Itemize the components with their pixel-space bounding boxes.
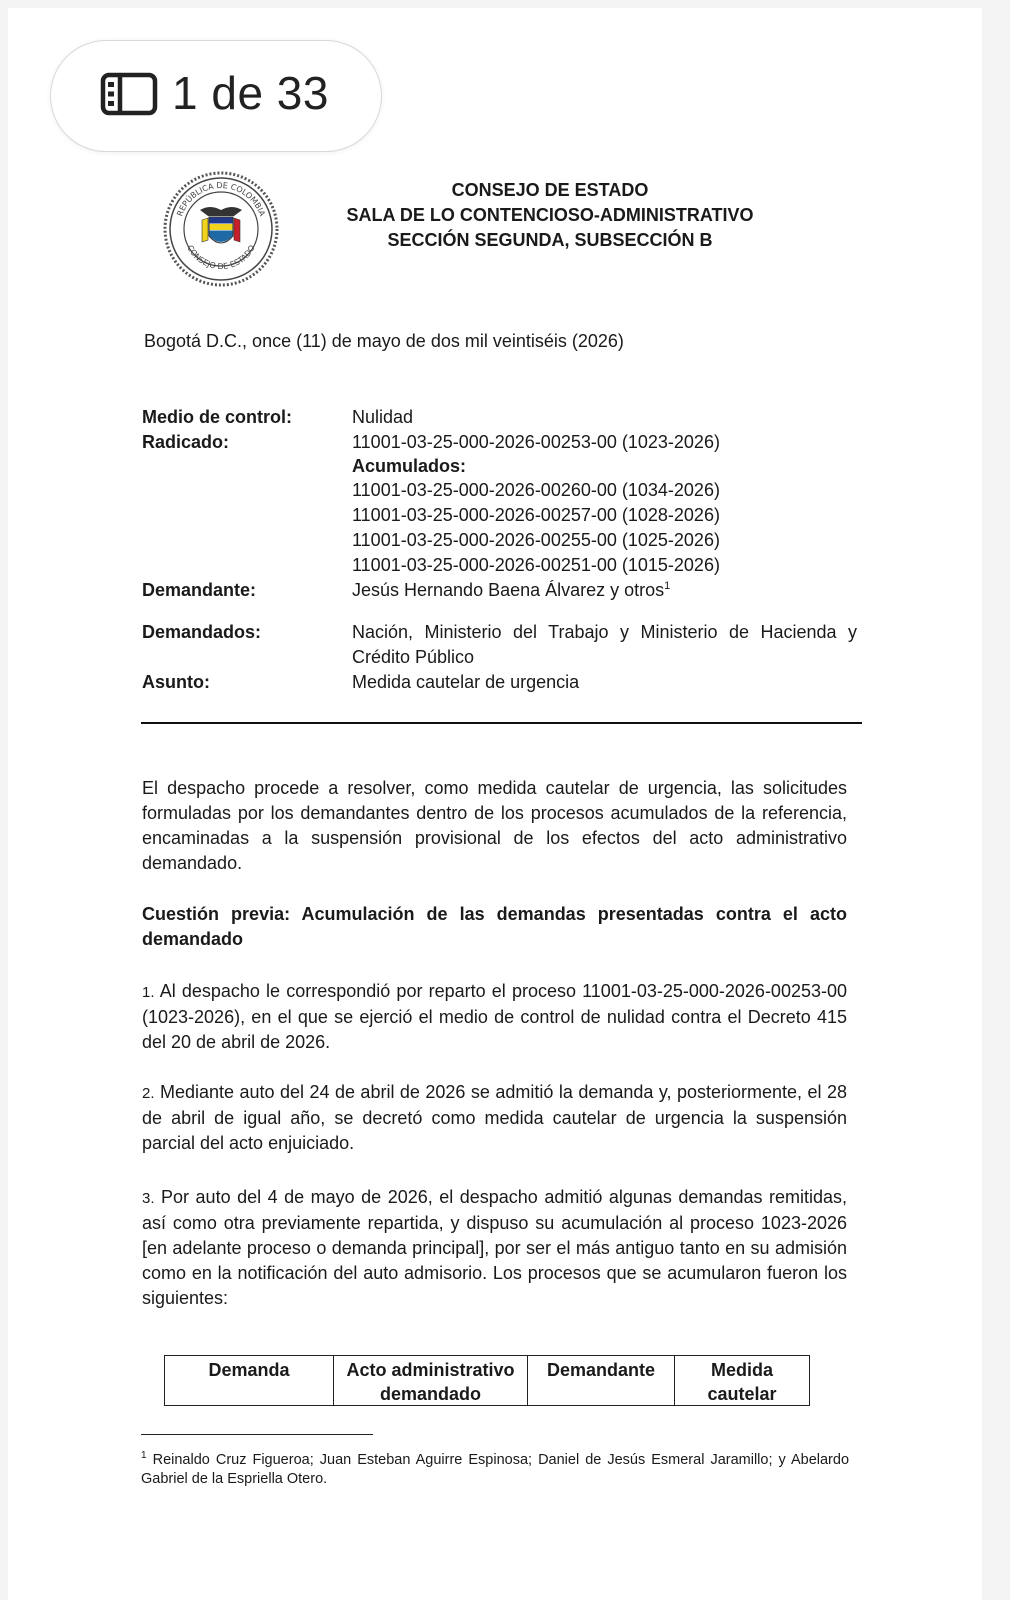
intro-paragraph: El despacho procede a resolver, como medida cautelar de urgencia, las solicitudes formuladas por los demandantes dentro de los procesos acumulados de la referencia, encaminadas a la suspensión provisional de los efectos del acto administrativo demandado. — [142, 778, 847, 873]
acumulado-item: 11001-03-25-000-2026-00255-00 (1025-2026) — [352, 530, 720, 550]
footnote-separator — [141, 1434, 373, 1435]
footnote-ref[interactable]: 1 — [664, 580, 671, 592]
footnote-mark: 1 — [141, 1450, 147, 1461]
medio-label: Medio de control: — [142, 407, 292, 427]
demandante-value: Jesús Hernando Baena Álvarez y otros$^1$ — [352, 580, 671, 600]
svg-text:CONSEJO DE ESTADO: CONSEJO DE ESTADO — [185, 243, 257, 272]
acumulado-item: 11001-03-25-000-2026-00257-00 (1028-2026) — [352, 505, 720, 525]
court-section: SECCIÓN SEGUNDA, SUBSECCIÓN B — [387, 230, 713, 250]
section-heading: Cuestión previa: Acumulación de las demandas presentadas contra el acto demandado — [142, 904, 847, 949]
table-header-acto: Acto administrativo demandado — [334, 1356, 528, 1405]
demandante-label: Demandante: — [142, 580, 257, 600]
radicado-value: 11001-03-25-000-2026-00253-00 (1023-2026) — [352, 432, 720, 452]
asunto-label: Asunto: — [142, 672, 210, 692]
court-chamber: SALA DE LO CONTENCIOSO-ADMINISTRATIVO — [346, 205, 754, 225]
demandados-label: Demandados: — [142, 622, 262, 642]
court-name: CONSEJO DE ESTADO — [451, 180, 649, 200]
table-header-demandante: Demandante — [528, 1356, 675, 1405]
separator-line — [141, 722, 862, 724]
date-line: Bogotá D.C., once (11) de mayo de dos mil veintiséis (2026) — [144, 331, 624, 351]
numbered-paragraph: 2. Mediante auto del 24 de abril de 2026 se admitió la demanda y, posteriormente, el 28 de abril de igual año, se decretó como medida cautelar de urgencia la suspensión parcial del acto enjuiciado. — [142, 1082, 847, 1153]
accumulated-cases-table — [164, 1355, 810, 1406]
numbered-paragraph: 1. Al despacho le correspondió por reparto el proceso 11001-03-25-000-2026-00253-00 (1023-2026), en el que se ejerció el medio de control de nulidad contra el Decreto 415 del 20 de abril de 2026. — [142, 981, 848, 1052]
asunto-value: Medida cautelar de urgencia — [352, 672, 580, 692]
svg-text:REPÚBLICA DE COLOMBIA: REPÚBLICA DE COLOMBIA — [175, 180, 267, 218]
acumulado-item: 11001-03-25-000-2026-00260-00 (1034-2026) — [352, 480, 720, 500]
table-header-demanda: Demanda — [165, 1356, 334, 1405]
page-indicator-label: 1 de 33 — [172, 67, 329, 119]
radicado-label: Radicado: — [142, 432, 230, 452]
colombia-coat-of-arms-seal — [162, 170, 280, 288]
page-thumbnails-icon[interactable] — [100, 72, 158, 121]
numbered-paragraph: 3. Por auto del 4 de mayo de 2026, el despacho admitió algunas demandas remitidas, así como otra previamente repartida, y dispuso su acumulación al proceso 1023-2026 [en adelante proceso o demanda principal], por ser el más antiguo tanto en su admisión como en la notificación del auto admisorio. Los procesos que se acumularon fueron los siguientes: — [142, 1187, 847, 1308]
acumulados-label: Acumulados: — [352, 456, 467, 476]
medio-value: Nulidad — [352, 407, 414, 427]
footnote — [141, 1446, 849, 1489]
table-header-medida: Medida cautelar — [707, 1360, 777, 1404]
court-header — [330, 178, 770, 253]
footnote-text: Reinaldo Cruz Figueroa; Juan Esteban Aguirre Espinosa; Daniel de Jesús Esmeral Jaramillo; y Abelardo Gabriel de la Espriella Otero. — [141, 1451, 850, 1487]
acumulado-item: 11001-03-25-000-2026-00251-00 (1015-2026) — [352, 555, 720, 575]
demandados-value: Nación, Ministerio del Trabajo y Ministerio de Hacienda y Crédito Público — [352, 622, 857, 667]
